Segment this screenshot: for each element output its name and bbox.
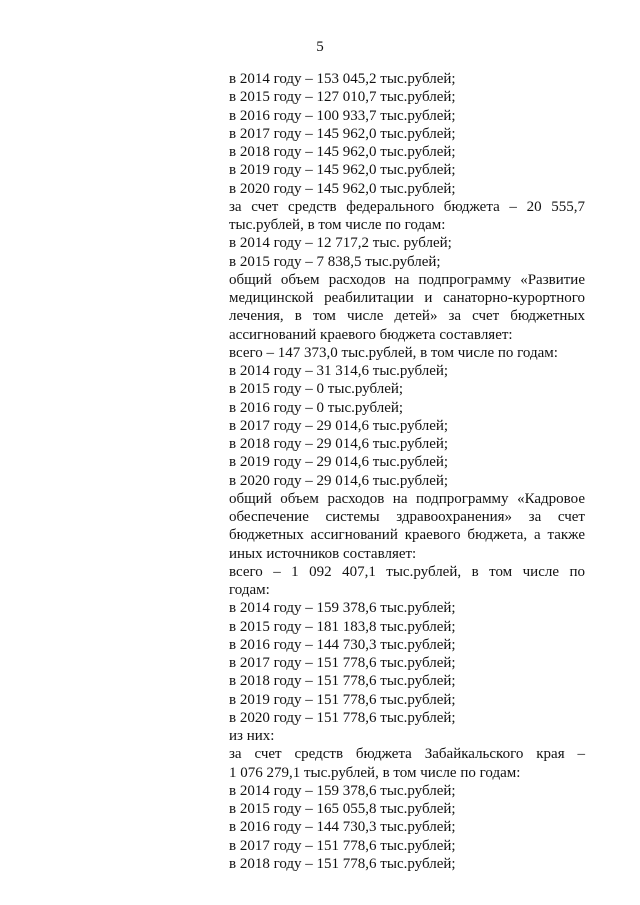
text-line: тыс.рублей, в том числе по годам: [229, 217, 446, 233]
text-line: лечения, в том числе детей» за счет бюджетных [229, 308, 585, 325]
text-line: в 2018 году – 151 778,6 тыс.рублей; [229, 673, 456, 690]
text-line: в 2016 году – 0 тыс.рублей; [229, 399, 404, 416]
text-line: в 2017 году – 151 778,6 тыс.рублей; [229, 655, 456, 671]
text-line: в 2020 году – 151 778,6 тыс.рублей; [229, 709, 456, 726]
text-line: за счет средств бюджета Забайкальского края – [229, 746, 585, 763]
page-number: 5 [316, 39, 324, 55]
text-line: в 2015 году – 0 тыс.рублей; [229, 381, 404, 398]
text-line: в 2019 году – 151 778,6 тыс.рублей; [229, 691, 456, 708]
text-line: в 2014 году – 159 378,6 тыс.рублей; [229, 782, 456, 799]
text-line: в 2017 году – 151 778,6 тыс.рублей; [229, 837, 456, 854]
text-line: в 2019 году – 29 014,6 тыс.рублей; [229, 454, 449, 471]
text-line: медицинской реабилитации и санаторно-курортного [229, 290, 585, 306]
text-line: за счет средств федерального бюджета – 20 555,7 [229, 198, 585, 215]
text-line: в 2016 году – 144 730,3 тыс.рублей; [229, 819, 456, 836]
text-line: в 2015 году – 165 055,8 тыс.рублей; [229, 801, 456, 817]
text-line: в 2020 году – 29 014,6 тыс.рублей; [229, 472, 449, 489]
text-line: в 2015 году – 181 183,8 тыс.рублей; [229, 618, 456, 635]
text-line: в 2018 году – 29 014,6 тыс.рублей; [229, 436, 449, 452]
text-line: общий объем расходов на подпрограмму «Кадровое [229, 490, 585, 507]
text-line: в 2014 году – 159 378,6 тыс.рублей; [229, 600, 456, 617]
text-line: в 2018 году – 145 962,0 тыс.рублей; [229, 144, 456, 160]
text-line: из них: [229, 728, 275, 744]
text-line: в 2014 году – 12 717,2 тыс. рублей; [229, 235, 452, 252]
text-line: в 2015 году – 127 010,7 тыс.рублей; [229, 89, 456, 106]
text-line: обеспечение системы здравоохранения» за счет [229, 509, 585, 525]
text-line: общий объем расходов на подпрограмму «Развитие [229, 271, 585, 288]
text-line: всего – 147 373,0 тыс.рублей, в том числе по годам: [229, 344, 558, 361]
text-line: в 2016 году – 100 933,7 тыс.рублей; [229, 107, 456, 124]
text-line: ассигнований краевого бюджета составляет: [229, 326, 513, 343]
text-line: годам: [229, 582, 270, 598]
text-line: иных источников составляет: [229, 545, 417, 562]
text-line: в 2017 году – 29 014,6 тыс.рублей; [229, 417, 449, 434]
text-line: бюджетных ассигнований краевого бюджета, а также [229, 527, 585, 544]
text-line: 1 076 279,1 тыс.рублей, в том числе по годам: [229, 764, 521, 781]
text-line: в 2020 году – 145 962,0 тыс.рублей; [229, 180, 456, 197]
document-text-block [229, 70, 585, 873]
text-line: в 2015 году – 7 838,5 тыс.рублей; [229, 253, 441, 270]
text-line: в 2014 году – 31 314,6 тыс.рублей; [229, 363, 449, 379]
text-line: в 2018 году – 151 778,6 тыс.рублей; [229, 855, 456, 872]
text-line: в 2016 году – 144 730,3 тыс.рублей; [229, 636, 456, 653]
text-line: всего – 1 092 407,1 тыс.рублей, в том числе по [229, 563, 585, 580]
text-line: в 2019 году – 145 962,0 тыс.рублей; [229, 162, 456, 179]
text-line: в 2014 году – 153 045,2 тыс.рублей; [229, 71, 456, 87]
text-line: в 2017 году – 145 962,0 тыс.рублей; [229, 125, 456, 142]
